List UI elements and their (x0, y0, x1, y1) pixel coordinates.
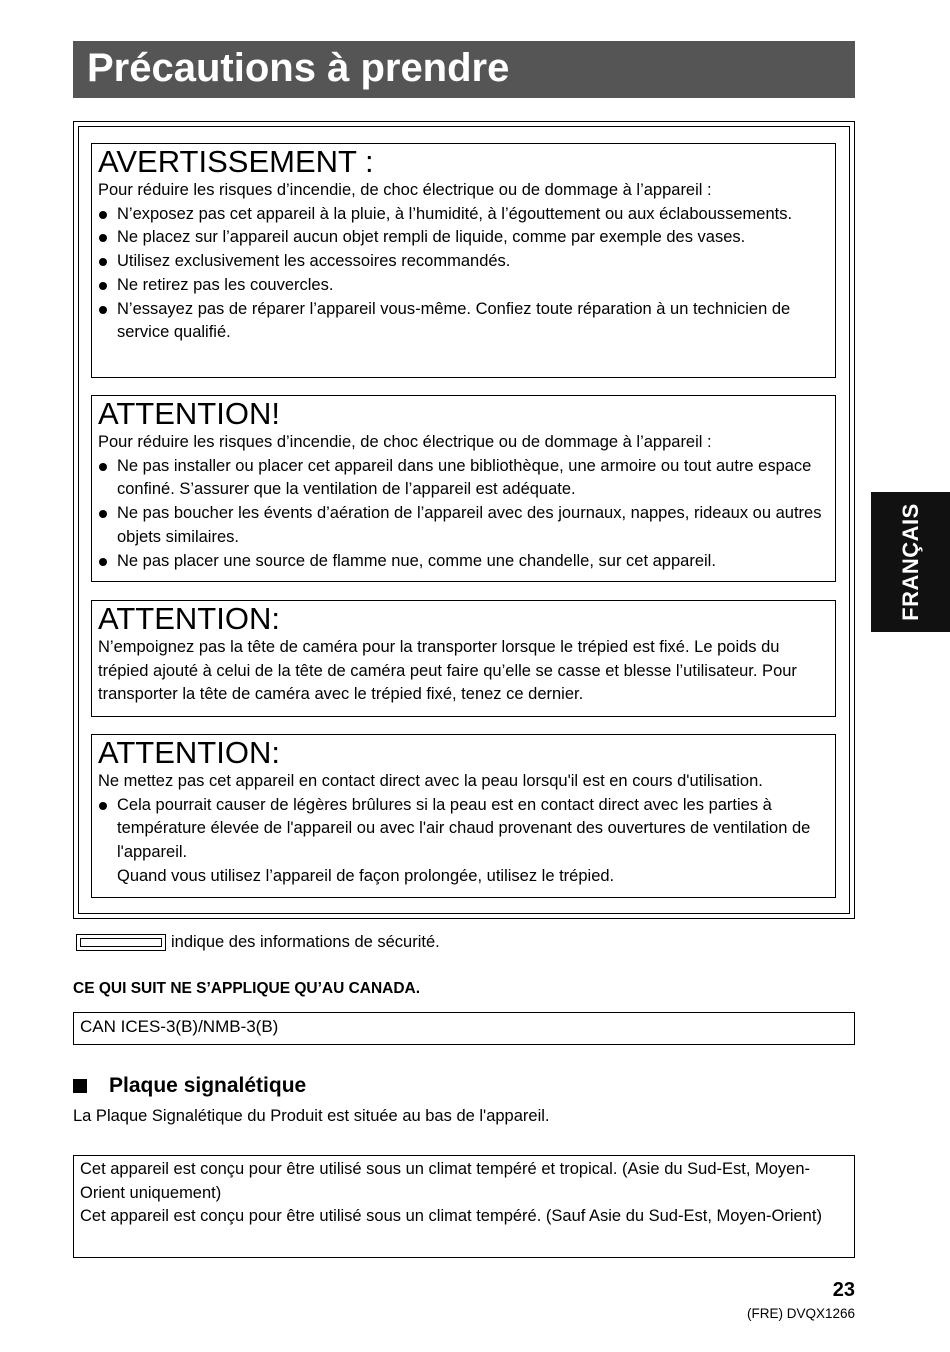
warning-box-attention-2 (91, 600, 836, 717)
square-bullet-icon (73, 1079, 87, 1093)
warning-bullets (98, 455, 829, 574)
plate-heading-text: Plaque signalétique (109, 1074, 307, 1097)
list-item: Ne pas boucher les évents d’aération de l’appareil avec des journaux, nappes, rideaux ou autres objets similaires. (98, 502, 829, 549)
list-item: Ne pas installer ou placer cet appareil dans une bibliothèque, une armoire ou tout autre espace confiné. S’assurer que la ventilation de l’appareil est adéquate. (98, 455, 829, 502)
warning-intro: Pour réduire les risques d’incendie, de choc électrique ou de dommage à l’appareil : (98, 433, 712, 451)
double-frame-icon (76, 934, 166, 951)
warning-intro: Ne mettez pas cet appareil en contact direct avec la peau lorsqu'il est en cours d'utilisation. (98, 772, 763, 790)
list-item: Ne retirez pas les couvercles. (98, 274, 829, 298)
warning-box-avertissement (91, 143, 836, 378)
canada-heading: CE QUI SUIT NE S’APPLIQUE QU’AU CANADA. (73, 980, 421, 997)
climate-box (73, 1155, 855, 1258)
warning-box-attention-1 (91, 395, 836, 582)
ices-box: CAN ICES-3(B)/NMB-3(B) (73, 1012, 855, 1045)
list-item: Ne pas placer une source de flamme nue, comme une chandelle, sur cet appareil. (98, 550, 829, 574)
language-tab (871, 492, 950, 632)
list-item: Ne placez sur l’appareil aucun objet rempli de liquide, comme par exemple des vases. (98, 226, 829, 250)
list-item: N’exposez pas cet appareil à la pluie, à l’humidité, à l’égouttement ou aux éclaboussements. (98, 203, 829, 227)
list-item: N’essayez pas de réparer l’appareil vous-même. Confiez toute réparation à un technicien de service qualifié. (98, 298, 829, 345)
page-number: 23 (832, 1279, 855, 1301)
safety-legend (76, 931, 440, 953)
warning-heading: ATTENTION! (98, 396, 280, 431)
list-item: Utilisez exclusivement les accessoires recommandés. (98, 250, 829, 274)
climate-line: Cet appareil est conçu pour être utilisé sous un climat tempéré. (Sauf Asie du Sud-Est, Moyen-Orient) (80, 1207, 822, 1226)
doc-code: (FRE) DVQX1266 (746, 1306, 855, 1321)
warning-heading: ATTENTION: (98, 601, 280, 636)
warning-extra: Quand vous utilisez l’appareil de façon prolongée, utilisez le trépied. (117, 866, 615, 885)
warning-box-attention-3 (91, 734, 836, 898)
warning-bullets (98, 203, 829, 345)
warning-intro: Pour réduire les risques d’incendie, de choc électrique ou de dommage à l’appareil : (98, 181, 712, 199)
page-title: Précautions à prendre (73, 41, 855, 98)
warning-heading: AVERTISSEMENT : (98, 144, 374, 179)
legend-text: indique des informations de sécurité. (171, 933, 440, 951)
climate-line: Cet appareil est conçu pour être utilisé sous un climat tempéré et tropical. (Asie du Sud-Est, Moyen-Orient uniquement) (80, 1160, 811, 1202)
warning-intro: N’empoignez pas la tête de caméra pour la transporter lorsque le trépied est fixé. Le poids du trépied ajouté à celui de la tête de caméra peut faire qu’elle se casse et blesse l’utilisateur. Pour transporter la tête de caméra avec le trépied fixé, tenez ce dernier. (98, 638, 797, 704)
language-tab-label: FRANÇAIS (897, 503, 923, 621)
plate-heading (73, 1074, 306, 1098)
warning-bullets (98, 794, 829, 865)
list-item: Cela pourrait causer de légères brûlures si la peau est en contact direct avec les parties à température élevée de l'appareil ou avec l'air chaud provenant des ouvertures de ventilation de l'appareil. (98, 794, 829, 865)
warning-heading: ATTENTION: (98, 735, 280, 770)
plate-text: La Plaque Signalétique du Produit est située au bas de l'appareil. (73, 1107, 550, 1125)
